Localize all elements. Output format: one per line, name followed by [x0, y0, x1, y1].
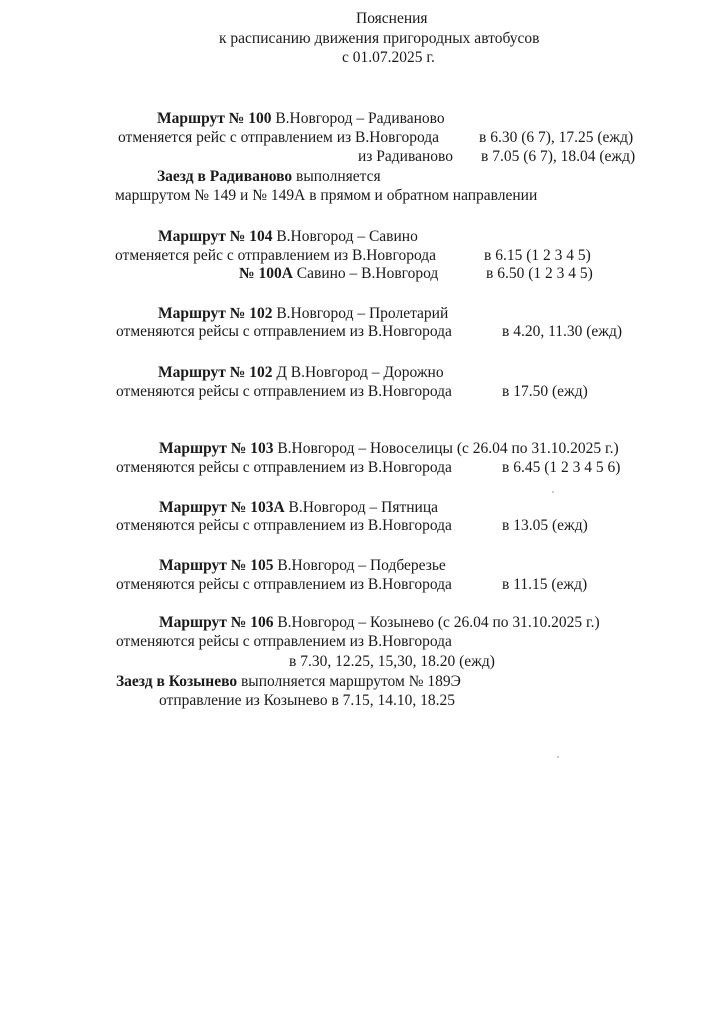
route-103-heading [159, 440, 619, 458]
route-102d-label: Маршрут № 102 [158, 364, 273, 381]
route-100a-times: в 6.50 (1 2 3 4 5) [486, 265, 593, 282]
route-102-label: Маршрут № 102 [158, 305, 273, 322]
route-105-label: Маршрут № 105 [159, 557, 274, 574]
route-105-times-1: в 11.15 (ежд) [502, 576, 588, 593]
route-103-line-1: отменяются рейсы с отправлением из В.Новгорода [116, 459, 452, 476]
radivanovo-note-heading [157, 168, 381, 186]
route-100-times-1: в 6.30 (6 7), 17.25 (ежд) [479, 129, 634, 146]
route-106-times-1: в 7.30, 12.25, 15,30, 18.20 (ежд) [289, 653, 495, 670]
route-103a-heading [159, 499, 438, 517]
doc-date: с 01.07.2025 г. [342, 49, 435, 66]
route-102-heading [158, 305, 448, 323]
kozynevo-note-heading [116, 673, 461, 691]
route-102d-line-1: отменяются рейсы с отправлением из В.Новгорода [116, 383, 452, 400]
route-103a-name: В.Новгород – Пятница [284, 499, 439, 516]
route-106-line-1: отменяются рейсы с отправлением из В.Новгорода [116, 633, 452, 650]
radivanovo-note-line: маршрутом № 149 и № 149А в прямом и обратном направлении [115, 187, 538, 204]
route-100-heading [157, 110, 445, 128]
kozynevo-label: Заезд в Козынево [116, 673, 238, 690]
kozynevo-rest: выполняется маршрутом № 189Э [237, 673, 461, 690]
route-102d-heading [158, 364, 444, 382]
route-103-times-1: в 6.45 (1 2 3 4 5 6) [502, 459, 621, 476]
route-100-line-1: отменяется рейс с отправлением из В.Новгорода [118, 129, 440, 146]
doc-title: Пояснения [356, 10, 428, 27]
scan-speck [552, 491, 554, 493]
route-103a-times-1: в 13.05 (ежд) [502, 517, 588, 534]
route-100-times-2: в 7.05 (6 7), 18.04 (ежд) [481, 148, 636, 165]
route-102-name: В.Новгород – Пролетарий [272, 305, 449, 322]
radivanovo-label: Заезд в Радиваново [157, 168, 293, 185]
route-100a-name: Савино – В.Новгород [292, 265, 439, 282]
route-102-line-1: отменяются рейсы с отправлением из В.Новгорода [116, 323, 452, 340]
radivanovo-rest: выполняется [292, 168, 381, 185]
route-105-name: В.Новгород – Подберезье [273, 557, 446, 574]
route-105-heading [159, 557, 446, 575]
route-103-label: Маршрут № 103 [159, 440, 274, 457]
doc-subtitle: к расписанию движения пригородных автобусов [219, 30, 540, 47]
route-105-line-1: отменяются рейсы с отправлением из В.Новгорода [116, 576, 452, 593]
scan-speck [557, 756, 559, 758]
route-104-times-1: в 6.15 (1 2 3 4 5) [484, 247, 591, 264]
route-102-times-1: в 4.20, 11.30 (ежд) [502, 323, 623, 340]
route-104-label: Маршрут № 104 [158, 228, 273, 245]
route-103a-label: Маршрут № 103А [159, 499, 285, 516]
route-103-name: В.Новгород – Новоселицы (с 26.04 по 31.10.2025 г.) [273, 440, 619, 457]
route-104-heading [158, 228, 418, 246]
route-106-label: Маршрут № 106 [159, 614, 274, 631]
route-106-name: В.Новгород – Козынево (с 26.04 по 31.10.2025 г.) [273, 614, 600, 631]
route-100-name: В.Новгород – Радиваново [271, 110, 445, 127]
route-100a-label: № 100А [239, 265, 293, 282]
route-102d-name: Д В.Новгород – Дорожно [272, 364, 444, 381]
route-106-heading [159, 614, 600, 632]
route-100a-heading [239, 265, 438, 283]
route-100-label: Маршрут № 100 [157, 110, 272, 127]
route-103a-line-1: отменяются рейсы с отправлением из В.Новгорода [116, 517, 452, 534]
route-102d-times-1: в 17.50 (ежд) [502, 383, 588, 400]
kozynevo-note-line: отправление из Козынево в 7.15, 14.10, 18.25 [159, 692, 456, 709]
route-104-line-1: отменяется рейс с отправлением из В.Новгорода [115, 247, 437, 264]
route-100-line-2: из Радиваново [358, 148, 453, 165]
route-104-name: В.Новгород – Савино [272, 228, 418, 245]
